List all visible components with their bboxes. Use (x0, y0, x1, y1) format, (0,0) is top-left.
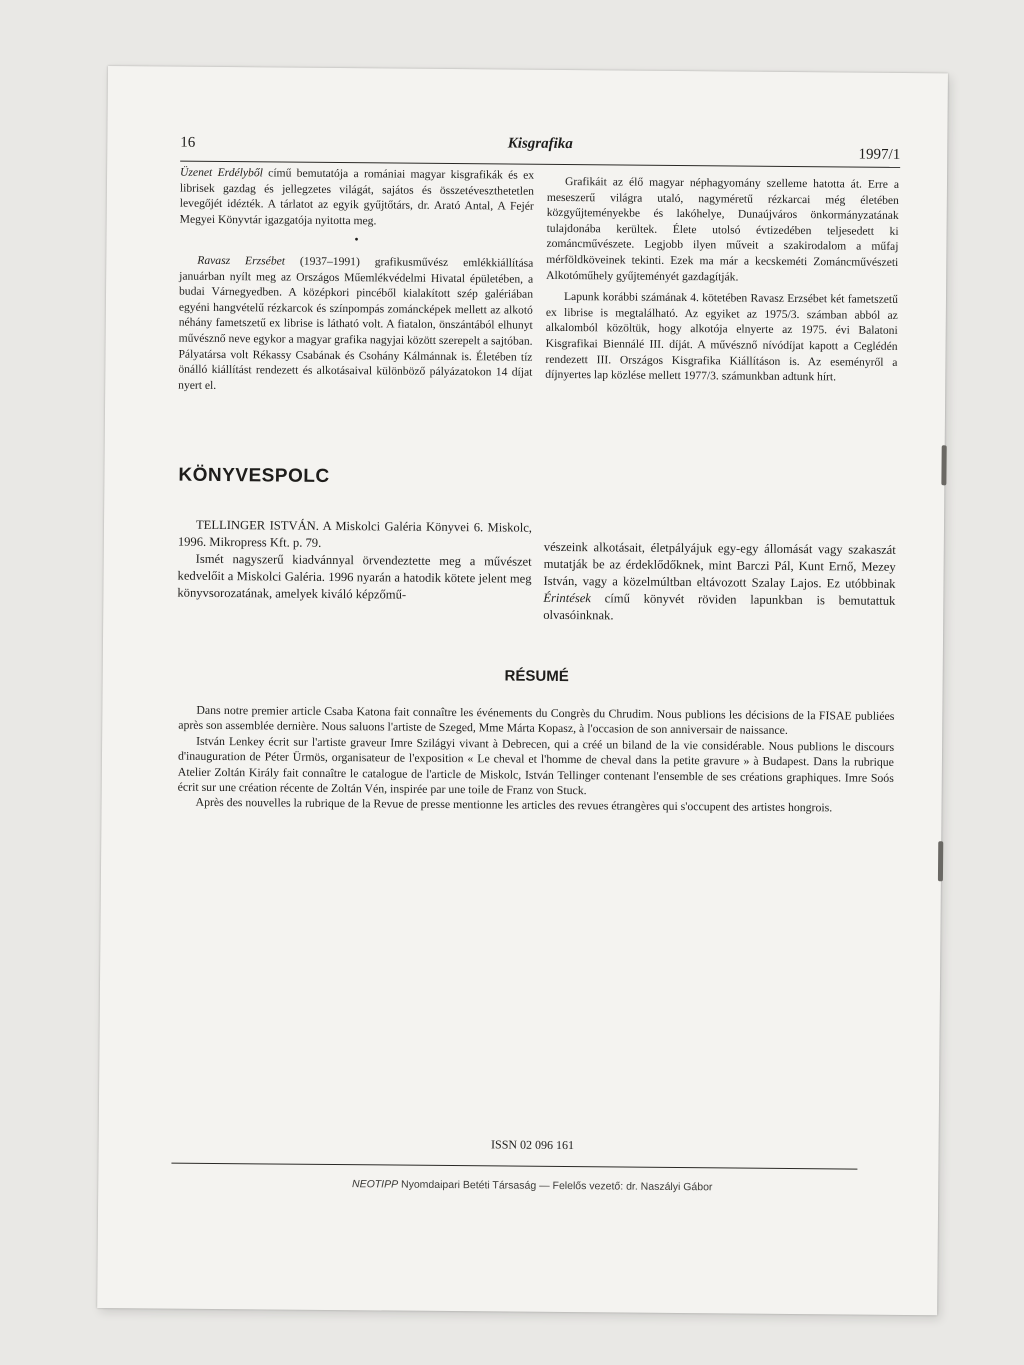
separator-dot: • (354, 232, 359, 247)
resume-heading: RÉSUMÉ (504, 667, 569, 686)
paragraph: Après des nouvelles la rubrique de la Revue de presse mentionne les articles des revues étrangères qui s'occupent des artistes hongrois. (195, 795, 833, 815)
bookshelf-left-column (177, 517, 532, 605)
page-number: 16 (180, 134, 196, 151)
paragraph-text: (1937–1991) grafikusművész emlékkiállítása januárban nyílt meg az Országos Műemlékvédelmi Hivatal épületében, a budai Várnegyedben. A középkori pincéből kialakított szép galériában egyéni hangvételű rézkarcok és színpompás zománcképek mellett az alkotó néhány fametszetű ex librise is látható volt. A fiatalon, önszántából elhunyt művésznő neve egykor a magyar grafika nagyjai között szerepelt a sajtóban. Pályatársa volt Rékassy Csabának és Csohány Kálmánnak is. Életében tíz önálló kiállítást rendezett és alkotásaival különböző pályázatokon 14 díjat nyert el. (178, 254, 534, 392)
printer-imprint (172, 1177, 892, 1195)
section-heading: KÖNYVESPOLC (178, 464, 330, 487)
issue-number: 1997/1 (858, 146, 901, 163)
paragraph: Ismét nagyszerű kiadvánnyal örvendeztette meg a művészet kedvelőit a Miskolci Galéria. 1996 nyarán a hatodik kötete jelent meg könyvsorozatának, amelyek kiváló képzőmű- (177, 551, 532, 602)
imprint-text: Nyomdaipari Betéti Társaság — Felelős vezető: dr. Naszályi Gábor (398, 1178, 713, 1194)
italic-title: Üzenet Erdélyből (180, 165, 263, 180)
italic-title: Érintések (543, 590, 591, 606)
paragraph-text: című könyvét röviden lapunkban is bemutattuk olvasóinknak. (543, 591, 896, 623)
paragraph: Grafikáit az élő magyar néphagyomány szelleme hatotta át. Erre a meseszerű világra utaló, nagyméretű rézkarcai még életében közgyűjteményekbe és lakóhelye, Dunaújváros önkormányzatának tulajdonába kerültek. Élete utolsó évtizedében teljesedett ki zománcművészete. Legjobb ilyen műveit a szakirodalom a műfaj mérföldköveinek tekinti. Ezek ma már a kecskeméti Zománcművészeti Alkotóműhely gyűjteményét gazdagítják. (546, 174, 900, 284)
staple (938, 841, 943, 881)
paragraph-text: vészeink alkotásait, életpályájuk egy-egy állomását vagy szakaszát mutatják be az érdeklődőknek, mint Barczi Pál, Kunt Ernő, Mezey István, vagy a közelmúltban eltávozott Szalay Lajos. Ez utóbbinak (543, 539, 896, 591)
paragraph: Dans notre premier article Csaba Katona fait connaître les événements du Congrès du Chrudim. Nous publions les décisions de la FISAE publiées après son assemblée dernière. Nous saluons l'artiste de Szeged, Mme Márta Kopasz, à l'occasion de son anniversair de naissance. (178, 702, 895, 738)
paragraph: István Lenkey écrit sur l'artiste graveur Imre Szilágyi vivant à Debrecen, qui a créé un biland de la vie considérable. Nous publions le discours d'inauguration de Péter Ürmös, organisateur de l'exposition « Le cheval et l'homme de cheval dans la petite gravure » à Budapest. Dans la rubrique Atelier Zoltán Király fait connaître le catalogue de l'article de Miskolc, István Tellinger contenant l'ensemble de ses créations graphiques. Imre Soós écrit sur une création récente de Zoltán Vén, inspirée par une toile de Franz von Stuck. (177, 733, 895, 798)
book-citation: TELLINGER ISTVÁN. A Miskolci Galéria Könyvei 6. Miskolc, 1996. Mikropress Kft. p. 79. (177, 517, 533, 550)
italic-name: Ravasz Erzsébet (197, 253, 286, 268)
resume-text (178, 703, 895, 817)
printer-name: NEOTIPP (351, 1178, 399, 1191)
paragraph (178, 253, 533, 396)
journal-title: Kisgrafika (507, 135, 573, 153)
paragraph: Lapunk korábbi számának 4. kötetében Ravasz Erzsébet két fametszetű ex librise is megtalálható. Az egyiket az 1975/3. számban abból az alkalomból közöltük, hogy alkotója elnyerte az 1975. évi Balatoni Kisgrafikai Biennálé III. díját. A művésznő nívódíjat kapott a Ceglédén rendezett III. Országos Kisgrafika Kiállításon is. Az eseményről a díjnyertes lap közlése mellett 1977/3. számunkban adtunk hírt. (545, 290, 899, 384)
left-column (178, 165, 534, 396)
right-column (545, 174, 899, 386)
staple (941, 445, 946, 485)
paragraph (180, 165, 535, 230)
bookshelf-right-column (543, 539, 896, 627)
page-header (180, 131, 900, 168)
issn-number: ISSN 02 096 161 (491, 1137, 575, 1153)
magazine-page (97, 66, 948, 1315)
paragraph (543, 539, 896, 627)
paragraph-text: című bemutatója a romániai magyar kisgrafikák és ex librisek gazdag és jellegzetes világát, sajátos és összetéveszthetetlen levegőjét idézték. A tárlatot az egyik gyűjtőtárs, dr. Arató Antal, A Fejér Megyei Könyvtár igazgatója nyitotta meg. (179, 166, 535, 228)
footer-rule (171, 1163, 857, 1170)
